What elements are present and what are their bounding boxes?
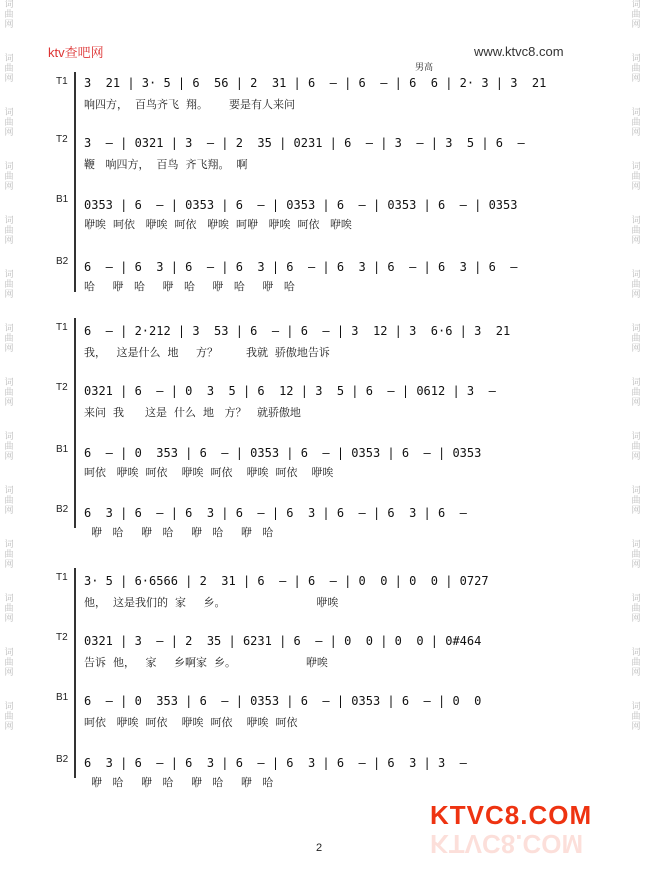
site-url: www.ktvc8.com [474, 44, 564, 59]
system-1-brace [74, 72, 76, 292]
part-label: B1 [56, 194, 69, 205]
notes-line: 6 — | 0 353 | 6 — | 0353 | 6 — | 0353 | 6 — | 0 0 [84, 694, 482, 708]
part-label: T1 [56, 76, 68, 87]
lyrics-line: 咿 哈 咿 哈 咿 哈 咿 哈 [84, 776, 274, 789]
left-watermark: 词曲网 词曲网 词曲网 词曲网 词曲网 词曲网 词曲网 词曲网 词曲网 词曲网 词曲网 词曲网 词曲网 词曲网 [4, 0, 14, 732]
notes-line: 6 3 | 6 — | 6 3 | 6 — | 6 3 | 6 — | 6 3 | 6 — [84, 506, 467, 520]
lyrics-line: 来问 我 这是 什么 地 方？ 就骄傲地 [84, 406, 301, 419]
ktvc8-logo-reflection: KTVC8.COM [430, 829, 584, 859]
notes-line: 6 — | 6 3 | 6 — | 6 3 | 6 — | 6 3 | 6 — | 6 3 | 6 — [84, 260, 518, 274]
notes-line: 3 — | 0321 | 3 — | 2 35 | 0231 | 6 — | 3 — | 3 5 | 6 — [84, 136, 525, 150]
part-label: T2 [56, 632, 68, 643]
lyrics-line: 咿唉 呵依 咿唉 呵依 咿唉 呵咿 咿唉 呵依 咿唉 [84, 218, 352, 231]
part-label: B2 [56, 504, 69, 515]
notes-line: 3· 5 | 6·6566 | 2 31 | 6 — | 6 — | 0 0 | 0 0 | 0727 [84, 574, 489, 588]
part-label: T1 [56, 322, 68, 333]
lyrics-line: 他， 这是我们的 家 乡。 咿唉 [84, 596, 339, 609]
lyrics-line: 鞭 响四方， 百鸟 齐飞翔。 啊 [84, 158, 248, 171]
part-label: B1 [56, 444, 69, 455]
notes-line: 0321 | 6 — | 0 3 5 | 6 12 | 3 5 | 6 — | 0612 | 3 — [84, 384, 496, 398]
notes-line: 6 — | 0 353 | 6 — | 0353 | 6 — | 0353 | 6 — | 0353 [84, 446, 482, 460]
notes-line: 0353 | 6 — | 0353 | 6 — | 0353 | 6 — | 0353 | 6 — | 0353 [84, 198, 518, 212]
lyrics-line: 告诉 他， 家 乡啊家 乡。 咿唉 [84, 656, 328, 669]
system-2-brace [74, 318, 76, 528]
notes-line: 6 3 | 6 — | 6 3 | 6 — | 6 3 | 6 — | 6 3 | 3 — [84, 756, 467, 770]
part-label: B1 [56, 692, 69, 703]
lyrics-line: 响四方， 百鸟齐飞 翔。 要是有人来问 [84, 98, 295, 111]
part-label: T1 [56, 572, 68, 583]
lyrics-line: 呵依 咿唉 呵依 咿唉 呵依 咿唉 呵依 咿唉 [84, 466, 334, 479]
ktvc8-logo: KTVC8.COM [430, 800, 593, 830]
brand-text: ktv查吧网 [48, 45, 104, 60]
part-label: B2 [56, 256, 69, 267]
lyrics-line: 我， 这是什么 地 方？ 我就 骄傲地告诉 [84, 346, 330, 359]
voice-marking: 男高 [415, 63, 434, 73]
part-label: B2 [56, 754, 69, 765]
notes-line: 3 21 | 3· 5 | 6 56 | 2 31 | 6 — | 6 — | 6 6 | 2· 3 | 3 21 [84, 76, 547, 90]
part-label: T2 [56, 382, 68, 393]
notes-line: 6 — | 2·212 | 3 53 | 6 — | 6 — | 3 12 | 3 6·6 | 3 21 [84, 324, 511, 338]
system-3-brace [74, 568, 76, 778]
lyrics-line: 呵依 咿唉 呵依 咿唉 呵依 咿唉 呵依 [84, 716, 298, 729]
lyrics-line: 咿 哈 咿 哈 咿 哈 咿 哈 [84, 526, 274, 539]
lyrics-line: 哈 咿 哈 咿 哈 咿 哈 咿 哈 [84, 280, 295, 293]
page-number: 2 [316, 842, 323, 854]
right-watermark: 词曲网 词曲网 词曲网 词曲网 词曲网 词曲网 词曲网 词曲网 词曲网 词曲网 词曲网 词曲网 词曲网 词曲网 [631, 0, 641, 732]
part-label: T2 [56, 134, 68, 145]
notes-line: 0321 | 3 — | 2 35 | 6231 | 6 — | 0 0 | 0 0 | 0#464 [84, 634, 482, 648]
